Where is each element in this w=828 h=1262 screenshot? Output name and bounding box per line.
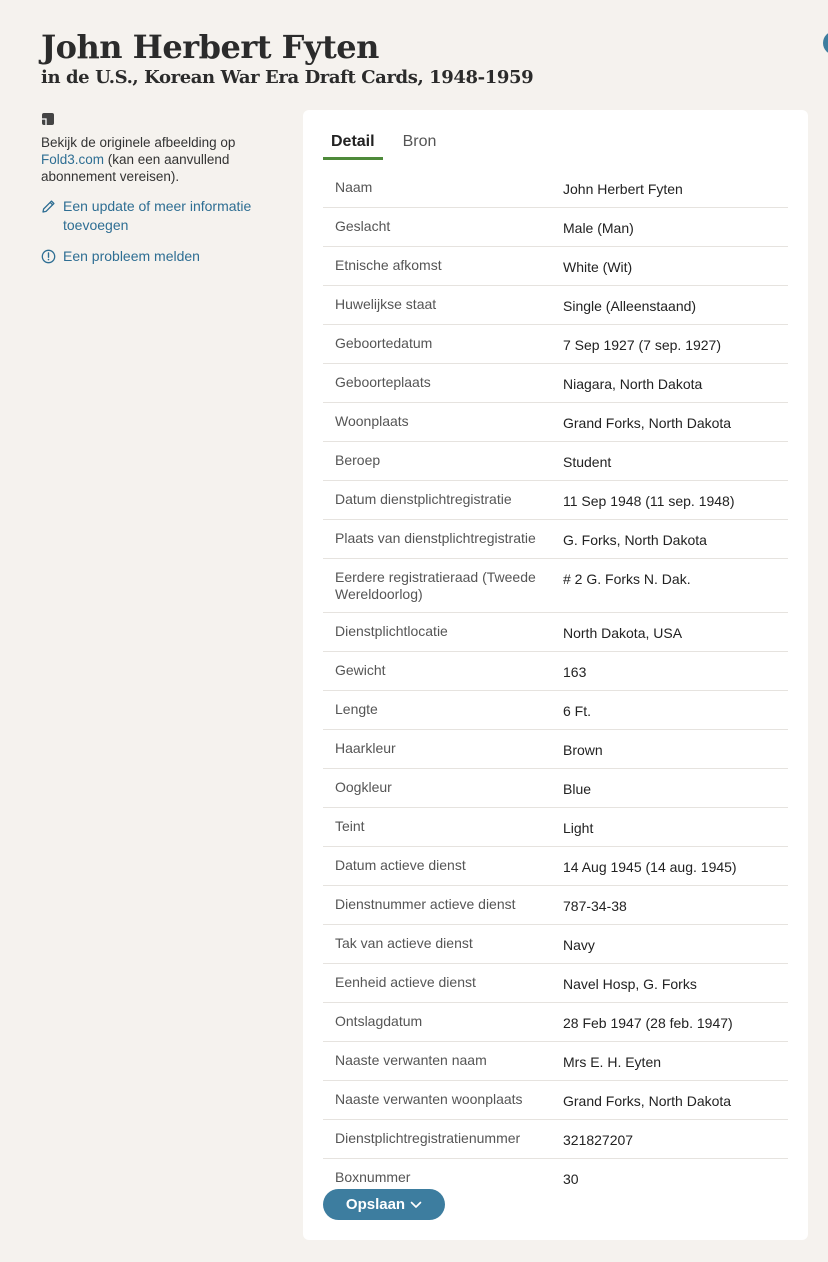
detail-value: Mrs E. H. Eyten bbox=[563, 1054, 662, 1070]
detail-label: Beroep bbox=[335, 452, 381, 468]
detail-label: Boxnummer bbox=[335, 1169, 411, 1185]
detail-label: Datum dienstplichtregistratie bbox=[335, 491, 512, 507]
detail-value: 30 bbox=[563, 1171, 579, 1187]
detail-label: Tak van actieve dienst bbox=[335, 935, 473, 951]
detail-value: 7 Sep 1927 (7 sep. 1927) bbox=[563, 337, 722, 353]
detail-label: Naaste verwanten woonplaats bbox=[335, 1091, 523, 1107]
detail-table bbox=[323, 169, 788, 1197]
page-title: John Herbert Fyten bbox=[41, 28, 379, 66]
document-icon bbox=[41, 112, 55, 126]
detail-value: 787-34-38 bbox=[563, 898, 627, 914]
chevron-down-icon bbox=[410, 1201, 422, 1209]
detail-label: Dienstnummer actieve dienst bbox=[335, 896, 516, 912]
table-row bbox=[323, 769, 788, 808]
detail-label: Gewicht bbox=[335, 662, 386, 678]
table-row bbox=[323, 247, 788, 286]
table-row bbox=[323, 1081, 788, 1120]
table-row bbox=[323, 403, 788, 442]
report-problem-link[interactable] bbox=[41, 247, 281, 266]
detail-label: Huwelijkse staat bbox=[335, 296, 437, 312]
detail-label: Geboorteplaats bbox=[335, 374, 431, 390]
report-problem-label: Een probleem melden bbox=[63, 248, 200, 264]
table-row bbox=[323, 481, 788, 520]
detail-value: Navel Hosp, G. Forks bbox=[563, 976, 697, 992]
table-row bbox=[323, 652, 788, 691]
table-row bbox=[323, 208, 788, 247]
detail-value: John Herbert Fyten bbox=[563, 181, 683, 197]
detail-value: G. Forks, North Dakota bbox=[563, 532, 707, 548]
alert-circle-icon bbox=[41, 249, 56, 264]
table-row bbox=[323, 808, 788, 847]
table-row bbox=[323, 886, 788, 925]
detail-label: Dienstplichtlocatie bbox=[335, 623, 448, 639]
detail-label: Eenheid actieve dienst bbox=[335, 974, 476, 990]
table-row bbox=[323, 964, 788, 1003]
collection-subtitle: in de U.S., Korean War Era Draft Cards, 1948-1959 bbox=[41, 67, 534, 88]
detail-value: Male (Man) bbox=[563, 220, 634, 236]
table-row bbox=[323, 691, 788, 730]
pencil-icon bbox=[41, 199, 56, 214]
detail-label: Etnische afkomst bbox=[335, 257, 442, 273]
tab-detail[interactable]: Detail bbox=[323, 132, 383, 160]
page-header bbox=[41, 28, 533, 89]
fold3-link[interactable]: Fold3.com bbox=[41, 152, 105, 167]
table-row bbox=[323, 847, 788, 886]
detail-label: Dienstplichtregistratienummer bbox=[335, 1130, 521, 1146]
detail-label: Lengte bbox=[335, 701, 378, 717]
detail-value: 163 bbox=[563, 664, 587, 680]
save-button[interactable] bbox=[323, 1189, 445, 1220]
update-info-label: Een update of meer informatie toevoegen bbox=[63, 198, 252, 233]
detail-label: Eerdere registratieraad (Tweede Wereldoorlog) bbox=[335, 569, 536, 602]
detail-label: Geboortedatum bbox=[335, 335, 433, 351]
sidebar bbox=[41, 112, 281, 266]
table-row bbox=[323, 325, 788, 364]
detail-label: Naam bbox=[335, 179, 373, 195]
detail-value: # 2 G. Forks N. Dak. bbox=[563, 571, 691, 587]
tab-bron[interactable]: Bron bbox=[402, 133, 437, 150]
detail-value: Navy bbox=[563, 937, 595, 953]
table-row bbox=[323, 286, 788, 325]
detail-label: Geslacht bbox=[335, 218, 391, 234]
table-row bbox=[323, 925, 788, 964]
table-row bbox=[323, 364, 788, 403]
detail-value: 11 Sep 1948 (11 sep. 1948) bbox=[563, 493, 735, 509]
detail-label: Ontslagdatum bbox=[335, 1013, 423, 1029]
detail-label: Plaats van dienstplichtregistratie bbox=[335, 530, 536, 546]
table-row bbox=[323, 169, 788, 208]
save-button-label: Opslaan bbox=[345, 1196, 406, 1213]
update-info-link[interactable] bbox=[41, 197, 281, 235]
record-tabs bbox=[323, 132, 444, 160]
record-card bbox=[303, 110, 808, 1240]
table-row bbox=[323, 613, 788, 652]
notice-text-end: (kan een aanvullend abonnement vereisen). bbox=[41, 152, 230, 184]
table-row bbox=[323, 442, 788, 481]
detail-value: White (Wit) bbox=[563, 259, 633, 275]
detail-label: Woonplaats bbox=[335, 413, 409, 429]
detail-value: Brown bbox=[563, 742, 603, 758]
table-row bbox=[323, 1042, 788, 1081]
detail-value: North Dakota, USA bbox=[563, 625, 683, 641]
detail-value: 321827207 bbox=[563, 1132, 634, 1148]
detail-value: Grand Forks, North Dakota bbox=[563, 415, 732, 431]
detail-value: Student bbox=[563, 454, 612, 470]
original-image-notice bbox=[41, 134, 281, 185]
table-row bbox=[323, 1003, 788, 1042]
detail-value: 6 Ft. bbox=[563, 703, 592, 719]
detail-label: Naaste verwanten naam bbox=[335, 1052, 487, 1068]
detail-label: Oogkleur bbox=[335, 779, 392, 795]
detail-value: Blue bbox=[563, 781, 592, 797]
table-row bbox=[323, 559, 788, 613]
profile-avatar[interactable] bbox=[823, 31, 828, 55]
detail-label: Teint bbox=[335, 818, 365, 834]
detail-value: Grand Forks, North Dakota bbox=[563, 1093, 732, 1109]
detail-value: Single (Alleenstaand) bbox=[563, 298, 697, 314]
notice-text: Bekijk de originele afbeelding op bbox=[41, 135, 236, 150]
detail-value: Niagara, North Dakota bbox=[563, 376, 703, 392]
table-row bbox=[323, 1120, 788, 1159]
detail-value: Light bbox=[563, 820, 594, 836]
detail-label: Datum actieve dienst bbox=[335, 857, 466, 873]
table-row bbox=[323, 730, 788, 769]
detail-label: Haarkleur bbox=[335, 740, 396, 756]
detail-value: 14 Aug 1945 (14 aug. 1945) bbox=[563, 859, 737, 875]
detail-value: 28 Feb 1947 (28 feb. 1947) bbox=[563, 1015, 733, 1031]
table-row bbox=[323, 520, 788, 559]
